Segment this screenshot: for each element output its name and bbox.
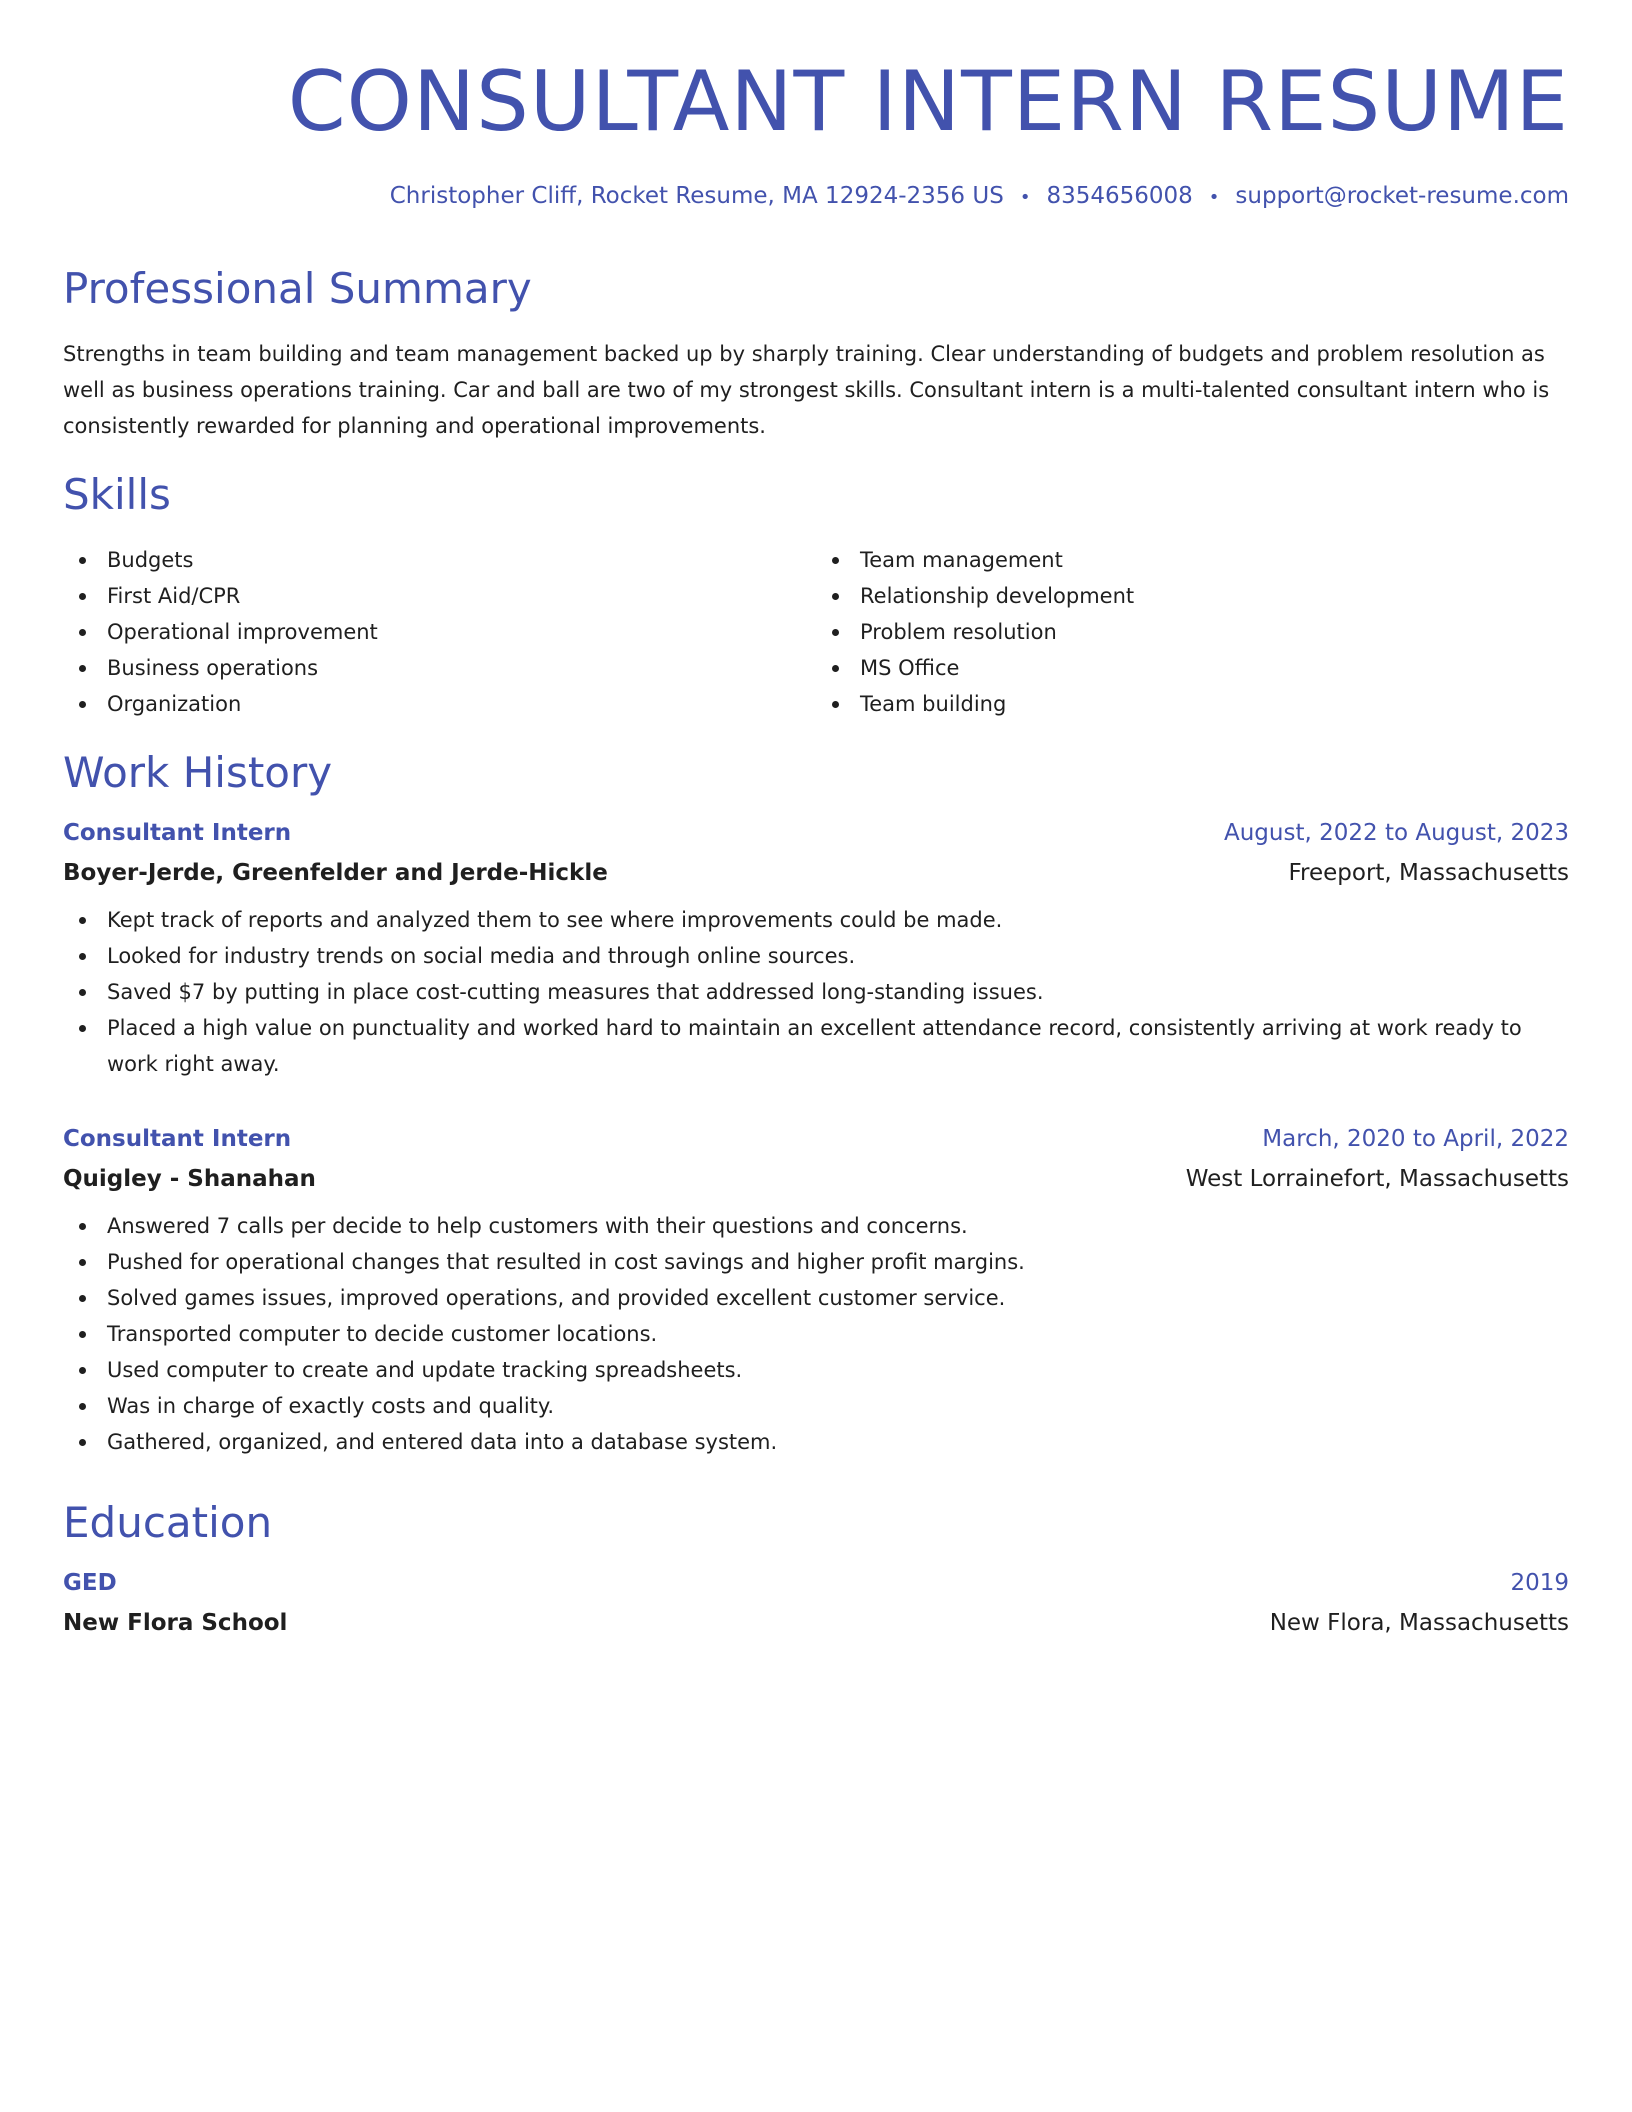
school-location: New Flora, Massachusetts (1269, 1610, 1569, 1636)
degree: GED (63, 1570, 117, 1596)
job-title: Consultant Intern (63, 1126, 292, 1152)
work-history-section (63, 748, 1569, 1454)
job-bullet: Saved $7 by putting in place cost-cutting measures that addressed long-standing issues. (63, 974, 1569, 1010)
job-bullet: Used computer to create and update tracking spreadsheets. (63, 1352, 1569, 1388)
skill-item: Relationship development (816, 578, 1569, 614)
contact-separator: • (1019, 187, 1031, 208)
skills-columns (63, 542, 1569, 722)
education-school-row (63, 1610, 1569, 1636)
work-history-heading: Work History (63, 748, 333, 797)
skill-item: Problem resolution (816, 614, 1569, 650)
job-bullet: Kept track of reports and analyzed them to see where improvements could be made. (63, 902, 1569, 938)
job-location: West Lorrainefort, Massachusetts (1185, 1166, 1569, 1192)
contact-email: support@rocket-resume.com (1235, 183, 1569, 209)
skills-section (63, 470, 1569, 722)
graduation-year: 2019 (1510, 1570, 1569, 1596)
skill-item: Team building (816, 686, 1569, 722)
job-entry (63, 1126, 1569, 1460)
contact-address: Christopher Cliff, Rocket Resume, MA 12924-2356 US (389, 183, 1004, 209)
job-company-row (63, 1166, 1569, 1192)
job-header-row (63, 820, 1569, 846)
job-bullets (63, 1208, 1569, 1460)
skill-item: MS Office (816, 650, 1569, 686)
job-bullet: Was in charge of exactly costs and quality. (63, 1388, 1569, 1424)
resume-title: CONSULTANT INTERN RESUME (287, 53, 1569, 150)
skills-column-right (816, 542, 1569, 722)
job-bullet: Looked for industry trends on social media and through online sources. (63, 938, 1569, 974)
job-location: Freeport, Massachusetts (1288, 860, 1569, 886)
job-bullet: Solved games issues, improved operations, and provided excellent customer service. (63, 1280, 1569, 1316)
company-name: Quigley - Shanahan (63, 1166, 316, 1192)
education-heading: Education (63, 1498, 273, 1547)
skill-item: Budgets (63, 542, 816, 578)
job-bullet: Placed a high value on punctuality and worked hard to maintain an excellent attendance record, consistently arriving at work ready to work right away. (63, 1010, 1569, 1082)
skill-item: Business operations (63, 650, 816, 686)
job-title: Consultant Intern (63, 820, 292, 846)
summary-text: Strengths in team building and team management backed up by sharply training. Clear understanding of budgets and problem resolution as well as business operations training. Car and ball are two of my strongest skills. Consultant intern is a multi-talented consultant intern who is consistently rewarded for planning and operational improvements. (63, 342, 1550, 438)
school-name: New Flora School (63, 1610, 288, 1636)
job-bullet: Answered 7 calls per decide to help customers with their questions and concerns. (63, 1208, 1569, 1244)
skill-item: Organization (63, 686, 816, 722)
skill-item: Operational improvement (63, 614, 816, 650)
job-dates: March, 2020 to April, 2022 (1262, 1126, 1569, 1152)
skills-column-left (63, 542, 816, 722)
company-name: Boyer-Jerde, Greenfelder and Jerde-Hickle (63, 860, 608, 886)
education-entry (63, 1570, 1569, 1636)
skill-item: Team management (816, 542, 1569, 578)
job-header-row (63, 1126, 1569, 1152)
job-bullet: Transported computer to decide customer locations. (63, 1316, 1569, 1352)
summary-heading: Professional Summary (63, 264, 532, 313)
contact-separator: • (1208, 187, 1220, 208)
professional-summary-section (63, 264, 1569, 444)
job-bullets (63, 902, 1569, 1082)
skill-item: First Aid/CPR (63, 578, 816, 614)
job-entry (63, 820, 1569, 1082)
job-company-row (63, 860, 1569, 886)
job-bullet: Pushed for operational changes that resulted in cost savings and higher profit margins. (63, 1244, 1569, 1280)
education-section (63, 1498, 1569, 1636)
education-header-row (63, 1570, 1569, 1596)
contact-phone: 8354656008 (1046, 183, 1193, 209)
job-bullet: Gathered, organized, and entered data into a database system. (63, 1424, 1569, 1460)
contact-line (63, 185, 1569, 208)
job-dates: August, 2022 to August, 2023 (1224, 820, 1569, 846)
skills-heading: Skills (63, 470, 171, 519)
